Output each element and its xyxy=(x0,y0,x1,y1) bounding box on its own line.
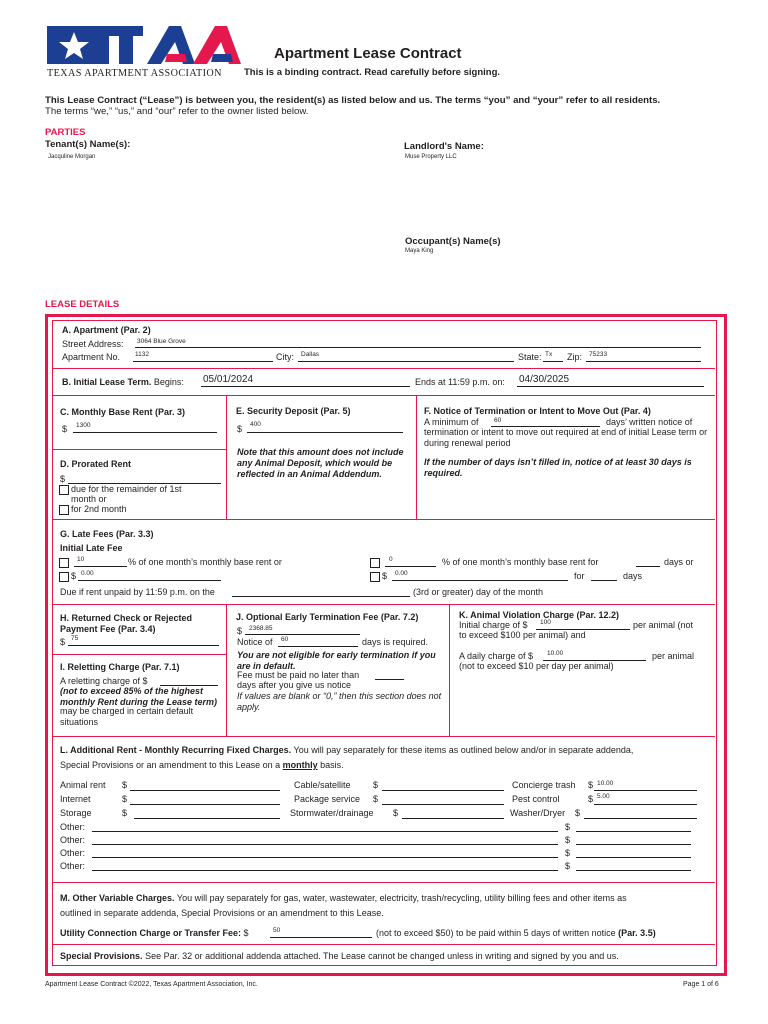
prorated-opt2: for 2nd month xyxy=(71,504,127,514)
due-text-b: (3rd or greater) day of the month xyxy=(413,587,544,597)
state-label: State: xyxy=(518,352,542,362)
l-other-2 xyxy=(60,835,85,846)
l-row-2 xyxy=(60,794,710,808)
page-title: Apartment Lease Contract xyxy=(274,45,462,62)
section-e-title: E. Security Deposit (Par. 5) xyxy=(236,406,351,416)
section-j-title: J. Optional Early Termination Fee (Par. 7.2) xyxy=(236,612,419,622)
utility-charge-row xyxy=(60,928,249,939)
parties-heading: PARTIES xyxy=(45,127,86,138)
daily-late-pct-option[interactable] xyxy=(370,557,382,568)
early-term-paid-text: Fee must be paid no later than xyxy=(237,670,360,680)
reletting-note: (not to exceed 85% of the highest monthly Rent during the Lease term) xyxy=(60,686,218,707)
logo-text: TEXAS APARTMENT ASSOCIATION xyxy=(47,68,222,79)
l-item-pest-control: Pest control xyxy=(512,794,560,804)
prorated-opt1b: month or xyxy=(71,494,107,504)
utility-note-row xyxy=(376,928,656,939)
occupant-label: Occupant(s) Name(s) xyxy=(405,236,501,247)
initial-late-fee-label: Initial Late Fee xyxy=(60,543,123,553)
section-i-title: I. Reletting Charge (Par. 7.1) xyxy=(60,662,180,672)
page-subtitle: This is a binding contract. Read carefully before signing. xyxy=(244,67,501,78)
early-term-dollar: $ xyxy=(237,626,243,636)
animal-initial-label: Initial charge of $ xyxy=(459,620,528,630)
section-m-text-b: outlined in separate addenda, Special Provisions or an amendment to this Lease. xyxy=(60,908,384,918)
animal-per-animal: per animal (not xyxy=(633,620,694,630)
deposit-note: Note that this amount does not include any Animal Deposit, which would be reflected in an Animal Addendum. xyxy=(237,447,404,479)
l-item-concierge-trash: Concierge trash xyxy=(512,780,576,790)
section-f-title: F. Notice of Termination or Intent to Move Out (Par. 4) xyxy=(424,406,651,416)
animal-initial-note: to exceed $100 per animal) and xyxy=(459,630,586,640)
occupant-name-field[interactable]: Maya King xyxy=(405,248,434,254)
apt-no-field[interactable]: 1132 xyxy=(135,351,149,358)
lease-details-heading: LEASE DETAILS xyxy=(45,299,120,310)
utility-charge-field[interactable]: 50 xyxy=(273,927,281,934)
l-other-3 xyxy=(60,848,85,859)
l-dollar-2a: $ xyxy=(122,794,128,804)
footer-page-number: Page 1 of 6 xyxy=(683,981,719,988)
city-label: City: xyxy=(276,352,294,362)
late-fee-dollar-sign: $ xyxy=(71,571,77,581)
section-l-text xyxy=(60,743,710,773)
l-dollar-1a: $ xyxy=(122,780,128,790)
section-d-title: D. Prorated Rent xyxy=(60,459,132,469)
l-other-label-2: Other: xyxy=(60,835,86,845)
l-other-dollar-4: $ xyxy=(565,861,571,871)
security-deposit-field[interactable]: 400 xyxy=(250,421,261,428)
rent-dollar: $ xyxy=(62,424,68,434)
zip-label: Zip: xyxy=(567,352,583,362)
daily-late-dollar-option[interactable] xyxy=(370,571,387,582)
daily-late-dollar-field[interactable]: 0.00 xyxy=(395,570,408,577)
l-item-storage: Storage xyxy=(60,808,92,818)
late-fee-pct-option[interactable] xyxy=(59,557,71,568)
special-provisions-title: Special Provisions. xyxy=(60,951,143,961)
due-text-a: Due if rent unpaid by 11:59 p.m. on the xyxy=(60,587,215,597)
section-k-title: K. Animal Violation Charge (Par. 12.2) xyxy=(459,610,620,620)
daily-late-pct-checkbox[interactable] xyxy=(370,558,380,568)
ends-field[interactable]: 04/30/2025 xyxy=(519,374,570,385)
l-other-dollar-1: $ xyxy=(565,822,571,832)
prorated-dollar: $ xyxy=(60,474,66,484)
late-fee-dollar-checkbox[interactable] xyxy=(59,572,69,582)
daily-late-dollar-sign: $ xyxy=(382,571,388,581)
pest-control-field[interactable]: 5.00 xyxy=(597,793,610,800)
l-item-cable: Cable/satellite xyxy=(294,780,351,790)
notice-of-label: Notice of xyxy=(237,637,273,647)
early-termination-fee-field[interactable]: 2368.85 xyxy=(249,625,273,632)
special-provisions xyxy=(60,951,619,962)
section-l-text-a: You will pay separately for these items as outlined below and/or in separate addenda, xyxy=(293,745,634,755)
reletting-text-2: may be charged in certain default situations xyxy=(60,706,194,727)
l-item-package: Package service xyxy=(294,794,361,804)
l-other-label-4: Other: xyxy=(60,861,86,871)
prorated-opt1a: due for the remainder of 1st xyxy=(71,484,182,494)
animal-daily-charge-field[interactable]: 10.00 xyxy=(547,650,564,657)
animal-daily-note: (not to exceed $10 per day per animal) xyxy=(459,661,614,671)
l-other-dollar-3: $ xyxy=(565,848,571,858)
late-fee-pct-checkbox[interactable] xyxy=(59,558,69,568)
l-dollar-3a: $ xyxy=(122,808,128,818)
daily-late-pct-field[interactable]: 0 xyxy=(389,556,393,563)
section-b-title xyxy=(62,377,184,388)
daily-late-for: for xyxy=(574,571,585,581)
notice-days-field[interactable]: 60 xyxy=(494,417,502,424)
section-l-monthly: monthly xyxy=(282,760,318,770)
city-field[interactable]: Dallas xyxy=(301,351,320,358)
l-other-label-3: Other: xyxy=(60,848,86,858)
section-h-title: H. Returned Check or Rejected Payment Fee (Par. 3.4) xyxy=(60,613,193,634)
daily-late-days-or: days or xyxy=(664,557,694,567)
returned-check-dollar: $ xyxy=(60,637,66,647)
early-term-ineligible: You are not eligible for early termination if you are in default. xyxy=(237,650,436,671)
animal-daily-label: A daily charge of $ xyxy=(459,651,534,661)
l-item-internet: Internet xyxy=(60,794,91,804)
early-term-notice-field[interactable]: 60 xyxy=(281,636,289,643)
notice-text-1: days’ written notice of xyxy=(606,417,693,427)
section-m-text-a: You will pay separately for gas, water, wastewater, electricity, trash/recycling, utility billing fees and other items as xyxy=(176,893,627,903)
section-b-label: B. Initial Lease Term. xyxy=(62,377,152,387)
state-field[interactable]: Tx xyxy=(545,351,553,358)
l-row-3 xyxy=(60,808,710,822)
intro-line-2: The terms “we,” “us,” and “our” refer to the owner listed below. xyxy=(45,106,309,117)
l-dollar-2b: $ xyxy=(373,794,379,804)
late-fee-pct-text: % of one month’s monthly base rent or xyxy=(128,557,282,567)
section-l-title: L. Additional Rent - Monthly Recurring Fixed Charges. xyxy=(60,745,292,755)
prorated-2nd-month-checkbox[interactable] xyxy=(59,505,69,515)
l-dollar-1c: $ xyxy=(588,780,594,790)
early-term-paid-text-2: days after you give us notice xyxy=(237,680,352,690)
notice-note: If the number of days isn’t filled in, notice of at least 30 days is required. xyxy=(424,457,692,478)
l-item-stormwater: Stormwater/drainage xyxy=(290,808,374,818)
l-item-animal-rent: Animal rent xyxy=(60,780,106,790)
section-m-title: M. Other Variable Charges. xyxy=(60,893,175,903)
taa-logo xyxy=(47,22,242,82)
taa-logo-mark xyxy=(47,22,242,68)
daily-late-pct-text: % of one month’s monthly base rent for xyxy=(442,557,599,567)
early-term-blank-note: If values are blank or “0,” then this section does not apply. xyxy=(237,691,442,712)
reletting-text: A reletting charge of $ xyxy=(60,676,148,686)
ends-label: Ends at 11:59 p.m. on: xyxy=(415,377,505,387)
notice-text-2: termination or intent to move out required at end of initial Lease term or during renewal period xyxy=(424,427,708,448)
utility-par: (Par. 3.5) xyxy=(618,928,656,938)
prorated-1st-month-checkbox[interactable] xyxy=(59,485,69,495)
l-other-dollar-2: $ xyxy=(565,835,571,845)
l-other-label-1: Other: xyxy=(60,822,86,832)
prorated-option-2[interactable] xyxy=(59,504,127,515)
daily-late-days: days xyxy=(623,571,643,581)
l-dollar-2c: $ xyxy=(588,794,594,804)
late-fee-pct-field[interactable]: 10 xyxy=(77,556,85,563)
early-term-notice-text: days is required. xyxy=(362,637,429,647)
section-l-basis: basis. xyxy=(320,760,344,770)
begins-label: Begins: xyxy=(153,377,184,387)
l-dollar-3c: $ xyxy=(575,808,581,818)
street-label: Street Address: xyxy=(62,339,124,349)
street-field[interactable]: 3064 Blue Grove xyxy=(137,338,186,345)
notice-min-label: A minimum of xyxy=(424,417,479,427)
concierge-trash-field[interactable]: 10.00 xyxy=(597,780,614,787)
begins-field[interactable]: 05/01/2024 xyxy=(203,374,254,385)
section-a-title: A. Apartment (Par. 2) xyxy=(62,325,151,335)
tenant-label: Tenant(s) Name(s): xyxy=(45,139,131,150)
intro-line-1: This Lease Contract (“Lease”) is between you, the resident(s) as listed below and us. The terms “you” and “your” refer to all residents. xyxy=(45,95,661,106)
returned-check-fee-field[interactable]: 75 xyxy=(71,635,79,642)
monthly-rent-field[interactable]: 1300 xyxy=(76,422,91,429)
late-fee-dollar-option[interactable] xyxy=(59,571,76,582)
utility-note: (not to exceed $50) to be paid within 5 days of written notice xyxy=(376,928,616,938)
tenant-name-field[interactable]: Jacquline Morgan xyxy=(48,154,96,160)
deposit-dollar: $ xyxy=(237,424,243,434)
section-l-text-b: Special Provisions or an amendment to this Lease on a xyxy=(60,760,281,770)
l-other-4 xyxy=(60,861,85,872)
footer-copyright: Apartment Lease Contract ©2022, Texas Apartment Association, Inc. xyxy=(45,981,258,988)
l-other-1 xyxy=(60,822,85,833)
daily-late-dollar-checkbox[interactable] xyxy=(370,572,380,582)
animal-daily-per: per animal xyxy=(652,651,695,661)
landlord-name-field[interactable]: Muse Property LLC xyxy=(405,154,457,160)
l-item-washer-dryer: Washer/Dryer xyxy=(510,808,566,818)
section-c-title: C. Monthly Base Rent (Par. 3) xyxy=(60,407,186,417)
l-dollar-3b: $ xyxy=(393,808,399,818)
apt-no-label: Apartment No. xyxy=(62,352,121,362)
landlord-label: Landlord's Name: xyxy=(404,141,484,152)
zip-field[interactable]: 75233 xyxy=(589,351,608,358)
section-g-title: G. Late Fees (Par. 3.3) xyxy=(60,529,154,539)
special-provisions-text: See Par. 32 or additional addenda attached. The Lease cannot be changed unless in writing and signed by you and us. xyxy=(145,951,619,961)
section-m-text xyxy=(60,891,710,921)
utility-dollar: $ xyxy=(243,928,249,938)
utility-charge-label: Utility Connection Charge or Transfer Fee: xyxy=(60,928,242,938)
l-dollar-1b: $ xyxy=(373,780,379,790)
late-fee-dollar-field[interactable]: 0.00 xyxy=(81,570,94,577)
animal-initial-charge-field[interactable]: 100 xyxy=(540,619,551,626)
